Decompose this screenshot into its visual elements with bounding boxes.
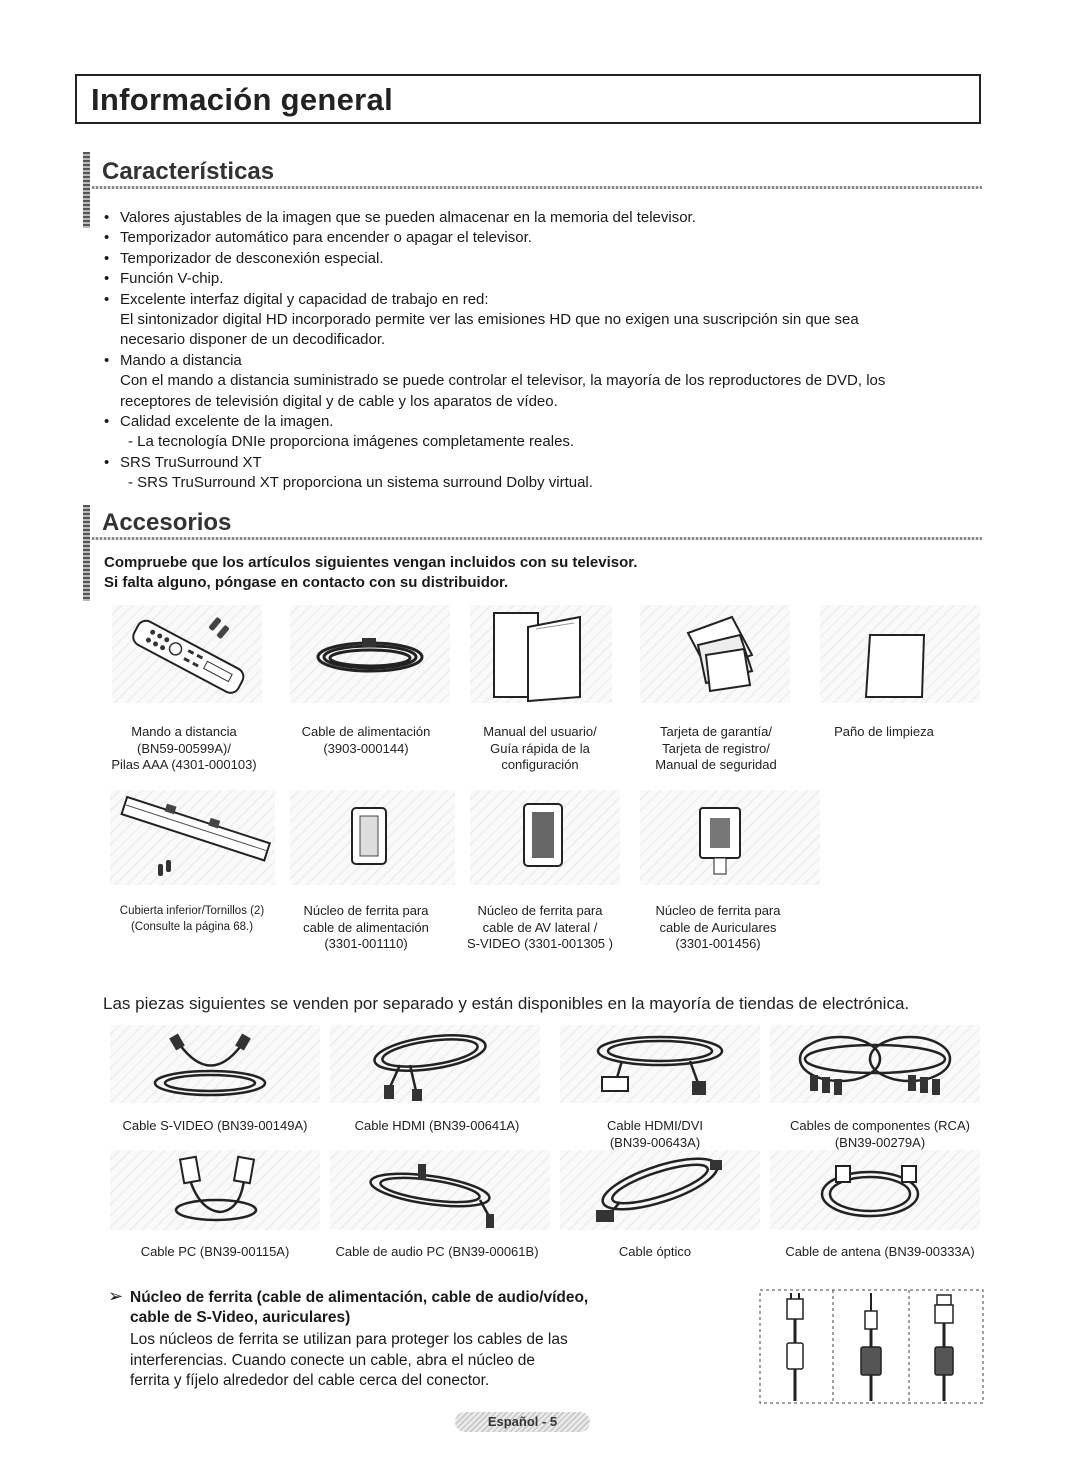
features-title: Características [102, 158, 275, 185]
hdmi-cable-image [330, 1025, 540, 1103]
antenna-cable-image [770, 1150, 980, 1230]
note-body: Los núcleos de ferrita se utilizan para proteger los cables de las interferencias. Cuando conecte un cable, abra el núcleo de ferrita y fíjelo alrededor del cable cerca del conector. [130, 1331, 568, 1389]
power-cable-image [290, 605, 450, 703]
ferrite-power-caption: Núcleo de ferrita para cable de alimentación (3301-001110) [303, 903, 429, 952]
pc-cable-image [110, 1150, 320, 1230]
feature-item: • Valores ajustables de la imagen que se pueden almacenar en la memoria del televisor. [104, 209, 696, 226]
feature-item: • Excelente interfaz digital y capacidad de trabajo en red: [104, 290, 489, 308]
feature-subtext: receptores de televisión digital y de cable y los aparatos de vídeo. [120, 392, 558, 410]
page-title-box [75, 74, 981, 124]
ferrite-av-caption: Núcleo de ferrita para cable de AV lateral / S-VIDEO (3301-001305 ) [467, 903, 613, 952]
ferrite-core-power-image [290, 790, 455, 885]
page-title: Información general [91, 82, 393, 117]
power-cable-caption: Cable de alimentación (3903-000144) [301, 724, 431, 756]
features-rule [92, 186, 982, 189]
component-cables-image [770, 1025, 980, 1103]
ferrite-cores-figure [759, 1289, 984, 1404]
feature-item: • Función V-chip. [104, 270, 224, 288]
pc-audio-cable-image [330, 1150, 550, 1230]
feature-item: • Temporizador automático para encender o apagar el televisor. [104, 229, 532, 247]
svideo-caption: Cable S-VIDEO (BN39-00149A) [122, 1118, 308, 1133]
remote-caption: Mando a distancia (BN59-00599A)/ Pilas AAA (4301-000103) [111, 724, 257, 773]
separately-sold-text: Las piezas siguientes se venden por separado y están disponibles en la mayoría de tiendas de electrónica. [103, 994, 910, 1013]
accessories-note-1: Compruebe que los artículos siguientes vengan incluidos con su televisor. [104, 554, 638, 571]
feature-subtext: - SRS TruSurround XT proporciona un sistema surround Dolby virtual. [128, 474, 593, 492]
ferrite-core-headphone-image [640, 790, 820, 885]
bottom-cover-image [110, 790, 275, 885]
note-title: Núcleo de ferrita (cable de alimentación, cable de audio/vídeo, cable de S-Video, auriculares) [130, 1289, 589, 1326]
section-bar-features [83, 152, 90, 228]
feature-subtext: necesario disponer de un decodificador. [120, 331, 386, 349]
optical-cable-image [560, 1150, 760, 1230]
svideo-cable-image [110, 1025, 320, 1103]
user-manual-image [470, 605, 612, 703]
section-bar-accessories [83, 505, 90, 601]
accessories-note-2: Si falta alguno, póngase en contacto con su distribuidor. [104, 574, 509, 591]
note-arrow-icon: ➢ [108, 1286, 124, 1306]
feature-item: • Calidad excelente de la imagen. [104, 413, 334, 431]
component-caption: Cables de componentes (RCA) (BN39-00279A) [790, 1118, 970, 1150]
feature-subtext: Con el mando a distancia suministrado se puede controlar el televisor, la mayoría de los reproductores de DVD, los [120, 372, 886, 390]
feature-item: • Temporizador de desconexión especial. [104, 249, 384, 267]
feature-subtext: - La tecnología DNIe proporciona imágenes completamente reales. [128, 433, 575, 451]
pc-audio-caption: Cable de audio PC (BN39-00061B) [335, 1244, 539, 1259]
remote-control-image [112, 605, 262, 703]
optical-caption: Cable óptico [618, 1244, 692, 1259]
accessories-rule [92, 537, 982, 540]
feature-subtext: El sintonizador digital HD incorporado permite ver las emisiones HD que no exigen una suscripción sin que sea [120, 311, 859, 329]
features-list [102, 208, 982, 494]
cleaning-cloth-image [820, 605, 980, 703]
manual-caption: Manual del usuario/ Guía rápida de la configuración [483, 724, 597, 773]
accessories-title: Accesorios [102, 509, 232, 536]
warranty-card-image [640, 605, 790, 703]
cloth-caption: Paño de limpieza [834, 724, 934, 739]
page-number-badge: Español - 5 [455, 1412, 590, 1432]
bottom-cover-caption: Cubierta inferior/Tornillos (2) (Consulte la página 68.) [119, 905, 265, 933]
ferrite-core-av-image [470, 790, 620, 885]
ferrite-headphone-caption: Núcleo de ferrita para cable de Auriculares (3301-001456) [655, 903, 781, 952]
hdmi-dvi-cable-image [560, 1025, 760, 1103]
hdmi-caption: Cable HDMI (BN39-00641A) [354, 1118, 520, 1133]
feature-item: • SRS TruSurround XT [104, 453, 262, 471]
hdmi-dvi-caption: Cable HDMI/DVI (BN39-00643A) [606, 1118, 704, 1150]
feature-item: • Mando a distancia [104, 351, 242, 369]
warranty-caption: Tarjeta de garantía/ Tarjeta de registro/ Manual de seguridad [655, 724, 777, 773]
antenna-caption: Cable de antena (BN39-00333A) [785, 1244, 975, 1259]
pc-cable-caption: Cable PC (BN39-00115A) [140, 1244, 290, 1259]
